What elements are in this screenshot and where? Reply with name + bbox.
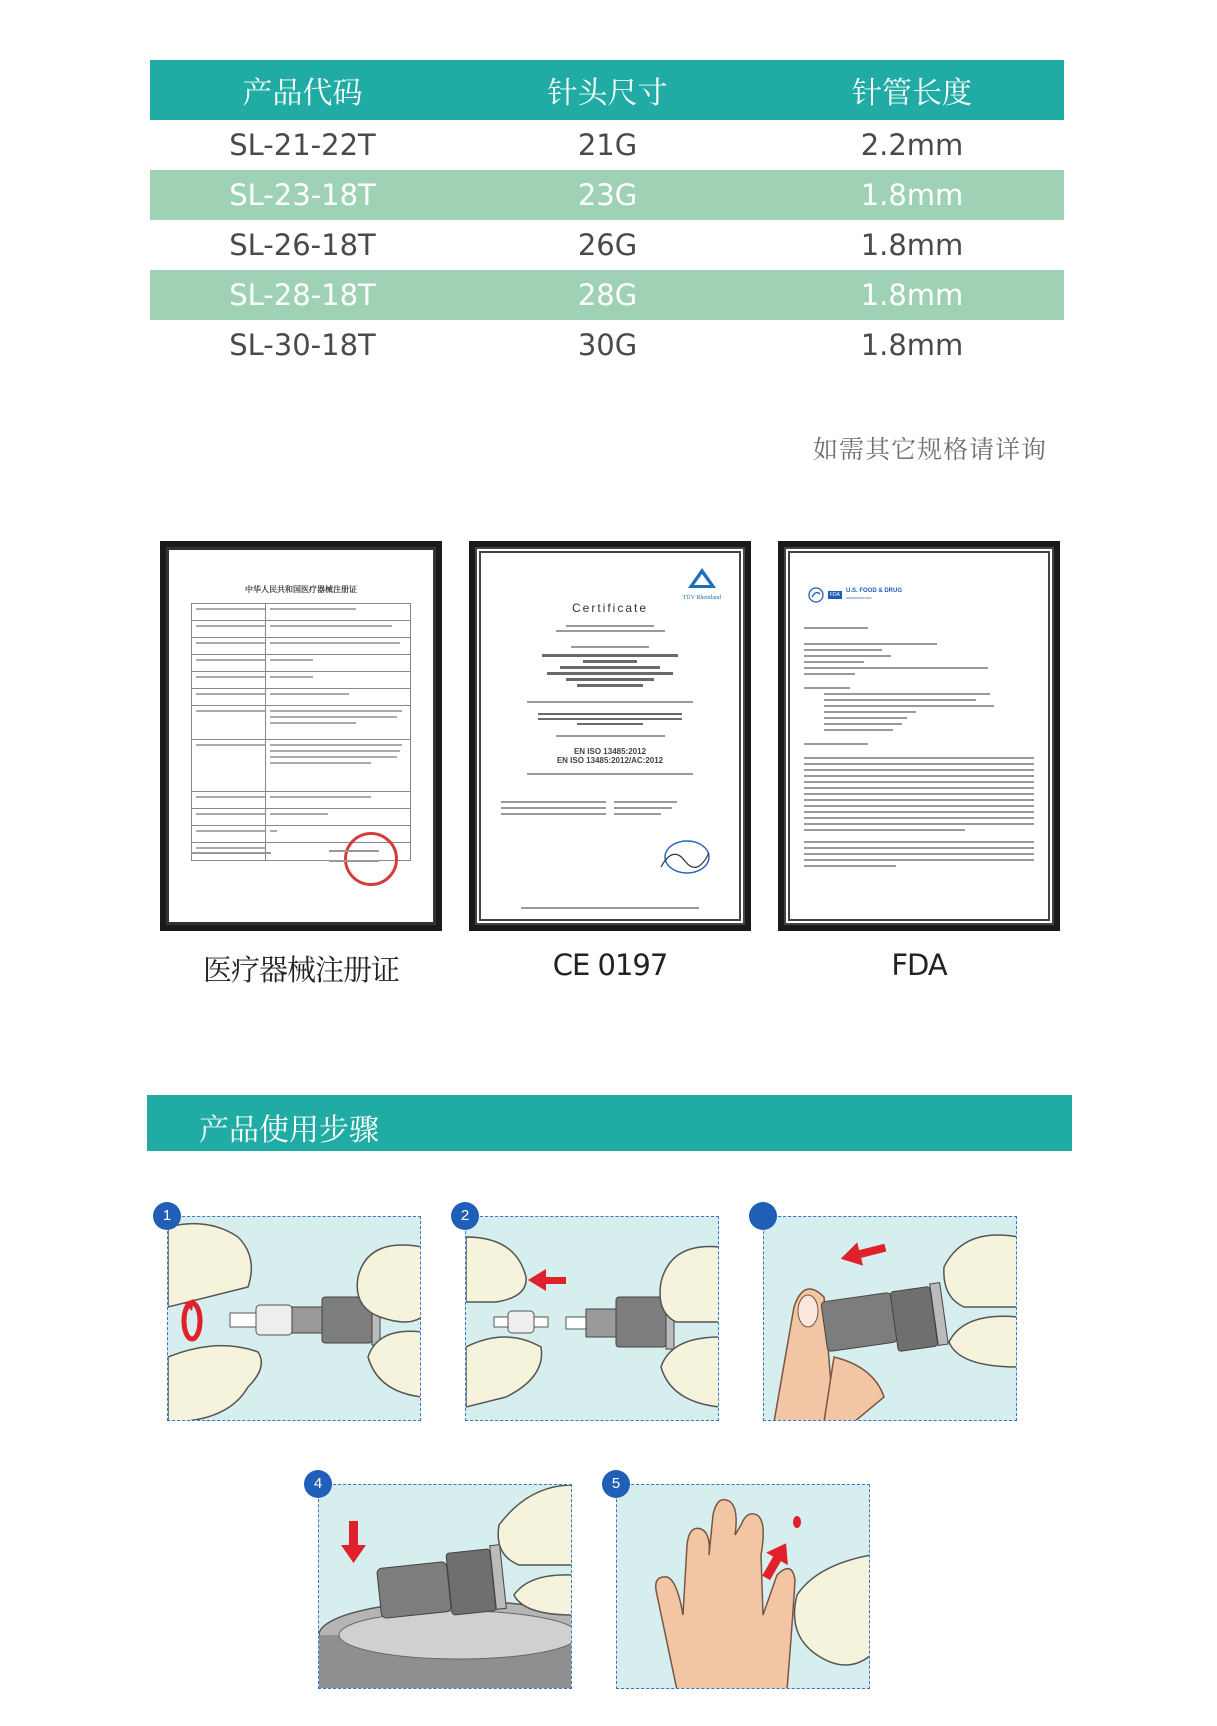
step-badge-3 [749,1202,777,1230]
cell-code: SL-30-18T [229,328,376,362]
hhs-eagle-icon [808,587,824,603]
usage-step-1 [167,1216,421,1421]
arrow-down-icon [341,1521,366,1563]
cell-code: SL-21-22T [229,128,376,162]
certificate-label-fda: FDA [891,948,947,982]
header-product-code: 产品代码 [242,76,363,111]
fda-letterhead [808,587,1034,603]
certificate-registration-document [166,547,436,925]
cell-size: 23G [577,178,638,212]
step-3-illustration [764,1217,1017,1421]
cell-code: SL-28-18T [229,278,376,312]
usage-step-3 [763,1216,1017,1421]
cell-length: 1.8mm [860,328,964,362]
table-row [150,220,1064,270]
step-4-illustration [319,1485,572,1689]
header-needle-length: 针管长度 [852,76,972,111]
contact-note: 如需其它规格请详询 [812,435,1047,464]
tuv-issuer: TÜV Rheinland [682,595,721,601]
certificate-ce [469,541,751,931]
fda-doc-subtitle: ADMINISTRATION [846,596,872,600]
spec-table-header [150,60,1064,120]
certificate-fda-document [784,547,1054,925]
signature-seal-icon [657,837,711,877]
step-badge-2: 2 [451,1202,479,1230]
usage-section-header [147,1095,1072,1151]
header-needle-size: 针头尺寸 [547,76,668,111]
step-badge-5: 5 [602,1470,630,1498]
iso-standard-ac: EN ISO 13485:2012/AC:2012 [556,756,664,765]
rotate-arrow-icon [184,1299,200,1339]
cell-code: SL-23-18T [229,178,376,212]
ce-doc-title: Certificate [571,601,649,615]
certificate-registration [160,541,442,931]
registration-grid [191,603,411,861]
cell-size: 21G [577,128,638,162]
certificate-label-registration: 医疗器械注册证 [202,953,399,987]
fda-mark: FDA [830,592,840,598]
table-row [150,320,1064,370]
cell-length: 1.8mm [860,228,964,262]
step-2-illustration [466,1217,719,1421]
cell-length: 2.2mm [860,128,964,162]
cell-length: 1.8mm [860,178,964,212]
cell-size: 28G [577,278,638,312]
registration-doc-title: 中华人民共和国医疗器械注册证 [245,585,357,594]
usage-step-4 [318,1484,572,1689]
step-1-illustration [168,1217,421,1421]
step-badge-1: 1 [153,1202,181,1230]
arrow-left-icon [838,1236,888,1270]
red-seal-stamp [344,832,398,886]
arrow-left-icon [528,1269,566,1291]
step-badge-4: 4 [304,1470,332,1498]
table-row [150,270,1064,320]
cell-size: 30G [577,328,638,362]
fda-doc-title: U.S. FOOD & DRUG [846,588,903,594]
cell-length: 1.8mm [860,278,964,312]
usage-title: 产品使用步骤 [199,1113,379,1148]
table-row [150,120,1064,170]
spec-table [150,60,1064,370]
certificate-label-ce: CE 0197 [552,948,668,982]
certificate-fda [778,541,1060,931]
usage-step-5 [616,1484,870,1689]
usage-step-2 [465,1216,719,1421]
tuv-logo [683,567,721,604]
iso-standard: EN ISO 13485:2012 [573,747,647,756]
tuv-triangle-icon [687,567,717,589]
step-5-illustration [617,1485,870,1689]
table-row [150,170,1064,220]
certificate-ce-document [475,547,745,925]
cell-code: SL-26-18T [229,228,376,262]
cell-size: 26G [577,228,638,262]
